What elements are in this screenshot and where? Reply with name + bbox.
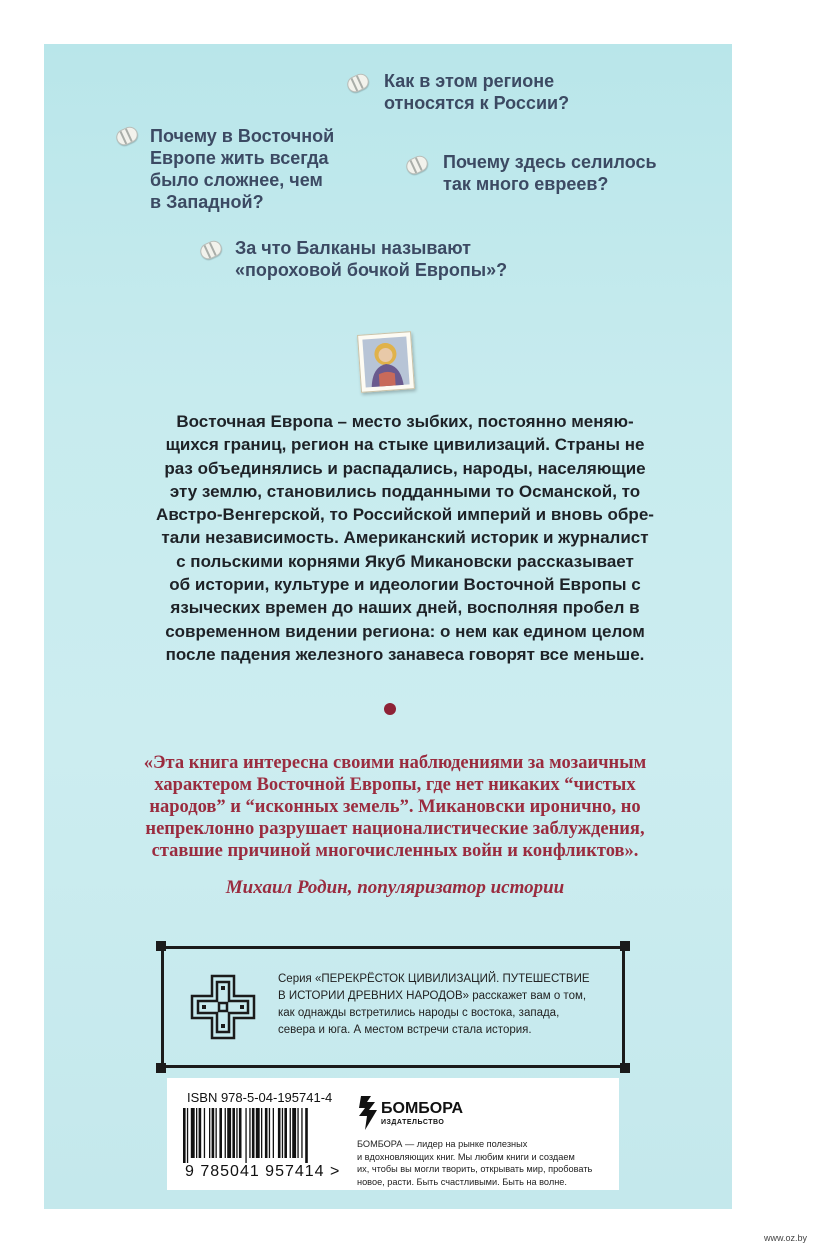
question-east-europe: Почему в Восточной Европе жить всегда было сложнее, чем в Западной? bbox=[150, 126, 335, 212]
question-balkans: За что Балканы называют «пороховой бочкой Европы»? bbox=[235, 238, 508, 280]
publisher-description: БОМБОРА — лидер на рынке полезных и вдохновляющих книг. Мы любим книги и создаем их, чтобы вы могли творить, открывать мир, пробовать новое, расти. Быть счастливыми. Быть на волне. bbox=[357, 1139, 593, 1187]
publisher-name: БОМБОРА bbox=[381, 1100, 464, 1117]
barcode-icon bbox=[181, 1108, 351, 1163]
review-quote: «Эта книга интересна своими наблюдениями за мозаичным характером Восточной Европы, где нет никаких “чистых народов” и “исконных земель”. Микановски иронично, но непреклонно разрушает националистические заблуждения, ставшие причиной многочисленных войн и конфликтов». bbox=[143, 753, 647, 861]
barcode-digits: 9 785041 957414 > bbox=[185, 1163, 341, 1180]
bombora-logo-icon bbox=[357, 1094, 379, 1137]
frame-corner bbox=[156, 941, 166, 951]
series-box bbox=[161, 946, 625, 1068]
question-jews: Почему здесь селилось так много евреев? bbox=[443, 152, 657, 194]
frame-corner bbox=[620, 941, 630, 951]
barcode-panel bbox=[167, 1078, 619, 1190]
book-description: Восточная Европа – место зыбких, постоянно меняю- щихся границ, регион на стыке цивилизаций. Страны не раз объединялись и распадались, народы, населяющие эту землю, становились подданными то Османской, то Австро-Венгерской, то Российской империй и вновь обре- тали независимость. Американский историк и журналист с польскими корнями Якуб Микановски рассказывает об истории, культуре и идеологии Восточной Европы с языческих времен до наших дней, восполняя пробел в современном видении региона: о нем как едином целом после падения железного занавеса говорят все меньше. bbox=[156, 412, 654, 664]
frame-corner bbox=[620, 1063, 630, 1073]
pill-icon bbox=[198, 238, 225, 262]
pill-icon bbox=[404, 153, 431, 177]
divider-dot bbox=[384, 703, 396, 715]
series-description: Серия «ПЕРЕКРЁСТОК ЦИВИЛИЗАЦИЙ. ПУТЕШЕСТВИЕ В ИСТОРИИ ДРЕВНИХ НАРОДОВ» расскажет вам о том, как однажды встретились народы с востока, запада, севера и юга. А местом встречи стала история. bbox=[278, 973, 590, 1036]
pill-icon bbox=[345, 71, 372, 95]
quote-author: Михаил Родин, популяризатор истории bbox=[225, 877, 565, 898]
watermark: www.oz.by bbox=[764, 1233, 808, 1243]
series-emblem-icon bbox=[190, 974, 256, 1045]
pill-icon bbox=[114, 124, 141, 148]
frame-corner bbox=[156, 1063, 166, 1073]
publisher-subtitle: ИЗДАТЕЛЬСТВО bbox=[381, 1119, 445, 1126]
orthodox-icon-image bbox=[357, 331, 415, 393]
question-russia: Как в этом регионе относятся к России? bbox=[384, 71, 570, 113]
isbn-text: ISBN 978-5-04-195741-4 bbox=[187, 1090, 333, 1105]
